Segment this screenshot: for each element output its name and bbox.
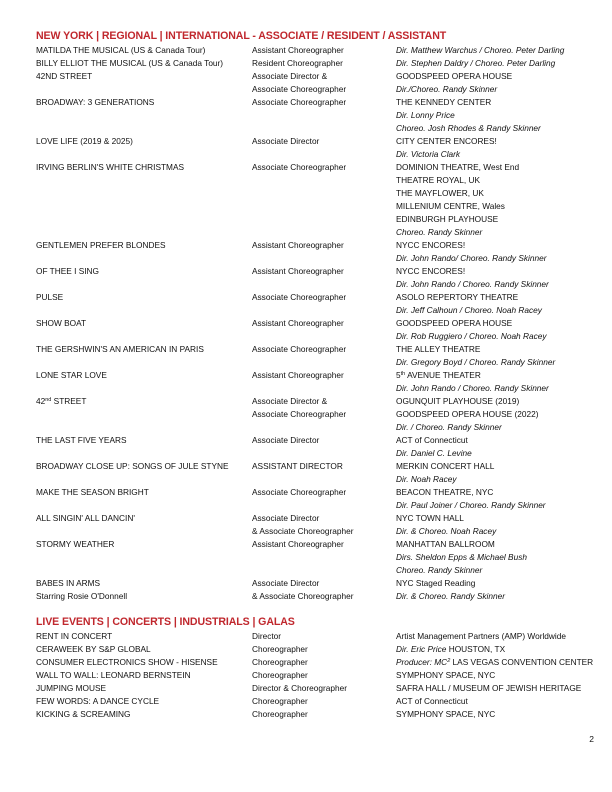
credit-title: THE LAST FIVE YEARS <box>36 435 127 445</box>
credit-role: & Associate Choreographer <box>252 526 354 536</box>
credit-role: Associate Director <box>252 435 320 445</box>
credit-row <box>36 708 596 721</box>
credit-venue: GOODSPEED OPERA HOUSE <box>396 318 513 328</box>
credit-venue: Dir. John Rando/ Choreo. Randy Skinner <box>396 253 547 263</box>
credit-venue: NYCC ENCORES! <box>396 240 466 250</box>
credit-row <box>36 226 596 239</box>
credit-row <box>36 525 596 538</box>
credit-venue: Dir. John Rando / Choreo. Randy Skinner <box>396 279 549 289</box>
credit-venue: Dir. Noah Racey <box>396 474 457 484</box>
credit-venue: Dir. Rob Ruggiero / Choreo. Noah Racey <box>396 331 547 341</box>
credit-title: JUMPING MOUSE <box>36 683 107 693</box>
credit-row <box>36 278 596 291</box>
credit-venue: Dirs. Sheldon Epps & Michael Bush <box>396 552 527 562</box>
credit-title: MAKE THE SEASON BRIGHT <box>36 487 149 497</box>
credit-role: Associate Choreographer <box>252 97 347 107</box>
credit-title: LOVE LIFE (2019 & 2025) <box>36 136 133 146</box>
credit-role: Choreographer <box>252 644 308 654</box>
credit-venue: Dir. Stephen Daldry / Choreo. Peter Darling <box>396 58 556 68</box>
credit-role: Associate Choreographer <box>252 409 347 419</box>
credit-venue: NYC Staged Reading <box>396 578 476 588</box>
credit-title: BABES IN ARMS <box>36 578 101 588</box>
credit-row <box>36 695 596 708</box>
credit-venue: Dir. Daniel C. Levine <box>396 448 472 458</box>
credit-row <box>36 174 596 187</box>
credit-venue: Dir. Eric Price HOUSTON, TX <box>396 644 506 654</box>
section-heading-associate: NEW YORK | REGIONAL | INTERNATIONAL - ASSOCIATE / RESIDENT / ASSISTANT <box>36 30 447 42</box>
credit-role: Choreographer <box>252 709 308 719</box>
credit-title: FEW WORDS: A DANCE CYCLE <box>36 696 160 706</box>
credit-role: Assistant Choreographer <box>252 539 344 549</box>
credit-row <box>36 682 596 695</box>
credit-row <box>36 486 596 499</box>
credit-role: & Associate Choreographer <box>252 591 354 601</box>
credit-role: Director <box>252 631 282 641</box>
credit-venue: MANHATTAN BALLROOM <box>396 539 495 549</box>
credit-row <box>36 395 596 408</box>
credit-row <box>36 434 596 447</box>
credit-title: SHOW BOAT <box>36 318 87 328</box>
credit-venue: Dir. Victoria Clark <box>396 149 461 159</box>
credit-row <box>36 70 596 83</box>
credit-venue: Dir. Paul Joiner / Choreo. Randy Skinner <box>396 500 546 510</box>
credit-venue: Dir. John Rando / Choreo. Randy Skinner <box>396 383 549 393</box>
credit-title: PULSE <box>36 292 64 302</box>
credit-venue: GOODSPEED OPERA HOUSE (2022) <box>396 409 539 419</box>
credit-row <box>36 265 596 278</box>
credit-role: Assistant Choreographer <box>252 45 344 55</box>
credit-row <box>36 44 596 57</box>
credit-row <box>36 122 596 135</box>
credit-role: Director & Choreographer <box>252 683 347 693</box>
credit-row <box>36 656 596 669</box>
credit-role: Resident Choreographer <box>252 58 343 68</box>
credit-venue: MILLENIUM CENTRE, Wales <box>396 201 505 211</box>
credit-row <box>36 343 596 356</box>
credit-venue: CITY CENTER ENCORES! <box>396 136 497 146</box>
credit-row <box>36 200 596 213</box>
credit-role: Assistant Choreographer <box>252 240 344 250</box>
credit-row <box>36 643 596 656</box>
credit-row <box>36 499 596 512</box>
credit-row <box>36 408 596 421</box>
credit-venue: Choreo. Randy Skinner <box>396 565 483 575</box>
section-heading-live-events: LIVE EVENTS | CONCERTS | INDUSTRIALS | GALAS <box>36 616 295 628</box>
credit-title: IRVING BERLIN'S WHITE CHRISTMAS <box>36 162 185 172</box>
credit-row <box>36 83 596 96</box>
credit-venue: OGUNQUIT PLAYHOUSE (2019) <box>396 396 520 406</box>
credit-venue: Dir. Lonny Price <box>396 110 455 120</box>
credit-title: STORMY WEATHER <box>36 539 115 549</box>
credit-row <box>36 304 596 317</box>
credit-venue: DOMINION THEATRE, West End <box>396 162 520 172</box>
credit-title: LONE STAR LOVE <box>36 370 107 380</box>
credit-role: Associate Director <box>252 513 320 523</box>
credit-row <box>36 109 596 122</box>
credit-row <box>36 460 596 473</box>
credit-role: Associate Director & <box>252 396 328 406</box>
credit-title: GENTLEMEN PREFER BLONDES <box>36 240 166 250</box>
credit-role: ASSISTANT DIRECTOR <box>252 461 343 471</box>
credit-venue: Dir./Choreo. Randy Skinner <box>396 84 498 94</box>
credit-row <box>36 512 596 525</box>
credit-venue: THE ALLEY THEATRE <box>396 344 481 354</box>
credit-title: THE GERSHWIN'S AN AMERICAN IN PARIS <box>36 344 204 354</box>
credit-row <box>36 551 596 564</box>
credit-title: BILLY ELLIOT THE MUSICAL (US & Canada Tour) <box>36 58 224 68</box>
credit-row <box>36 291 596 304</box>
credit-row <box>36 538 596 551</box>
credit-row <box>36 161 596 174</box>
credit-venue: Producer: $MC^2$ LAS VEGAS CONVENTION CENTER <box>396 657 594 667</box>
credit-row <box>36 630 596 643</box>
credit-venue: Dir. Matthew Warchus / Choreo. Peter Darling <box>396 45 565 55</box>
credit-venue: ASOLO REPERTORY THEATRE <box>396 292 519 302</box>
credits-list-associate <box>36 44 596 603</box>
credit-row <box>36 57 596 70</box>
credit-row <box>36 317 596 330</box>
credit-row <box>36 213 596 226</box>
credit-row <box>36 577 596 590</box>
credit-venue: Dir. Gregory Boyd / Choreo. Randy Skinner <box>396 357 556 367</box>
credit-role: Associate Choreographer <box>252 84 347 94</box>
credit-venue: GOODSPEED OPERA HOUSE <box>396 71 513 81</box>
credit-venue: Dir. & Choreo. Randy Skinner <box>396 591 505 601</box>
credit-venue: EDINBURGH PLAYHOUSE <box>396 214 499 224</box>
credit-role: Assistant Choreographer <box>252 266 344 276</box>
credit-role: Associate Choreographer <box>252 162 347 172</box>
credit-venue: Dir. & Choreo. Noah Racey <box>396 526 497 536</box>
credit-row <box>36 239 596 252</box>
credit-venue: BEACON THEATRE, NYC <box>396 487 494 497</box>
credit-venue: Choreo. Randy Skinner <box>396 227 483 237</box>
credit-role: Associate Director <box>252 578 320 588</box>
credit-row <box>36 356 596 369</box>
credit-title: MATILDA THE MUSICAL (US & Canada Tour) <box>36 45 206 55</box>
credit-title: RENT IN CONCERT <box>36 631 113 641</box>
credit-venue: ACT of Connecticut <box>396 435 468 445</box>
credit-venue: Dir. Jeff Calhoun / Choreo. Noah Racey <box>396 305 542 315</box>
credit-row <box>36 590 596 603</box>
credit-row <box>36 369 596 382</box>
credit-venue: Dir. / Choreo. Randy Skinner <box>396 422 502 432</box>
credit-role: Associate Choreographer <box>252 487 347 497</box>
credit-venue: SYMPHONY SPACE, NYC <box>396 709 496 719</box>
credit-role: Associate Director & <box>252 71 328 81</box>
credit-title: CONSUMER ELECTRONICS SHOW - HISENSE <box>36 657 218 667</box>
credit-venue: Choreo. Josh Rhodes & Randy Skinner <box>396 123 541 133</box>
page-number: 2 <box>589 734 594 744</box>
credit-title: CERAWEEK BY S&P GLOBAL <box>36 644 151 654</box>
credit-row <box>36 330 596 343</box>
credit-role: Choreographer <box>252 657 308 667</box>
credit-row <box>36 421 596 434</box>
credit-row <box>36 473 596 486</box>
credit-title: 42nd STREET <box>36 396 87 406</box>
credit-title: ALL SINGIN' ALL DANCIN' <box>36 513 135 523</box>
credit-row <box>36 187 596 200</box>
credit-row <box>36 135 596 148</box>
credit-venue: NYC TOWN HALL <box>396 513 464 523</box>
credit-row <box>36 148 596 161</box>
credit-title: Starring Rosie O'Donnell <box>36 591 128 601</box>
credit-row <box>36 447 596 460</box>
credit-venue: THEATRE ROYAL, UK <box>396 175 481 185</box>
credit-venue: MERKIN CONCERT HALL <box>396 461 495 471</box>
credit-venue: Artist Management Partners (AMP) Worldwide <box>396 631 566 641</box>
credit-role: Choreographer <box>252 670 308 680</box>
credit-venue: THE KENNEDY CENTER <box>396 97 492 107</box>
credit-row <box>36 96 596 109</box>
credit-title: 42ND STREET <box>36 71 93 81</box>
credit-row <box>36 252 596 265</box>
credit-title: KICKING & SCREAMING <box>36 709 131 719</box>
credit-venue: SAFRA HALL / MUSEUM OF JEWISH HERITAGE <box>396 683 582 693</box>
credit-role: Assistant Choreographer <box>252 318 344 328</box>
credit-row <box>36 382 596 395</box>
credit-role: Associate Choreographer <box>252 344 347 354</box>
credit-venue: THE MAYFLOWER, UK <box>396 188 484 198</box>
credit-venue: ACT of Connecticut <box>396 696 468 706</box>
credit-role: Assistant Choreographer <box>252 370 344 380</box>
credits-list-live-events <box>36 630 596 721</box>
credit-title: WALL TO WALL: LEONARD BERNSTEIN <box>36 670 191 680</box>
credit-role: Associate Director <box>252 136 320 146</box>
credit-title: BROADWAY: 3 GENERATIONS <box>36 97 155 107</box>
credit-venue: 5th AVENUE THEATER <box>396 370 481 380</box>
credit-role: Associate Choreographer <box>252 292 347 302</box>
credit-role: Choreographer <box>252 696 308 706</box>
credit-title: BROADWAY CLOSE UP: SONGS OF JULE STYNE <box>36 461 229 471</box>
credit-venue: SYMPHONY SPACE, NYC <box>396 670 496 680</box>
credit-row <box>36 669 596 682</box>
credit-title: OF THEE I SING <box>36 266 100 276</box>
credit-row <box>36 564 596 577</box>
credit-venue: NYCC ENCORES! <box>396 266 466 276</box>
